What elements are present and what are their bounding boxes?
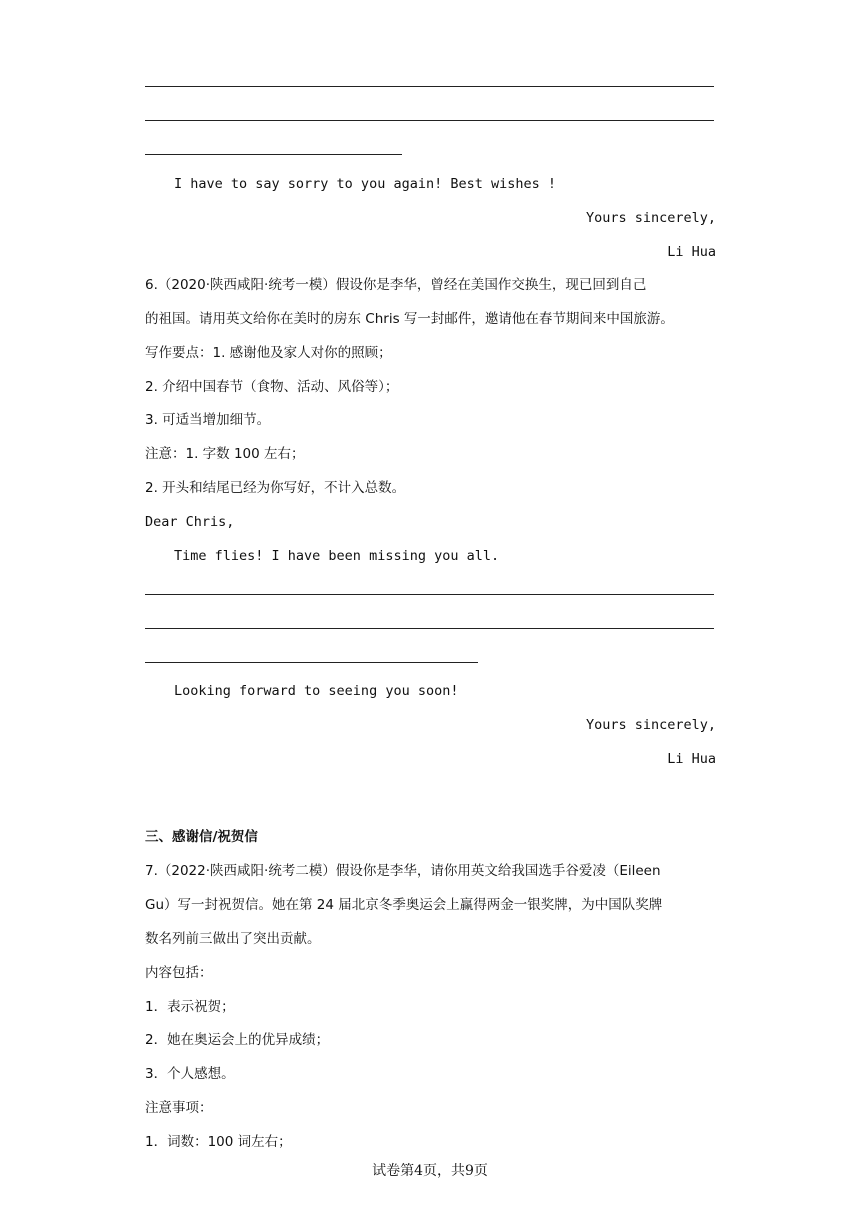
q7-notes-label: 注意事项： <box>145 1100 213 1116</box>
answer-line-short <box>145 662 478 663</box>
q6-opening: Time flies! I have been missing you all. <box>174 548 500 564</box>
q7-content-label: 内容包括： <box>145 965 213 981</box>
answer-line <box>145 628 714 629</box>
q6-requirements-intro: 写作要点：1. 感谢他及家人对你的照顾； <box>145 345 392 361</box>
q7-note-1: 1．词数：100 词左右； <box>145 1134 292 1150</box>
answer-line <box>145 594 714 595</box>
q7-content-item-2: 2．她在奥运会上的优异成绩； <box>145 1032 330 1048</box>
q5-sign-off: Yours sincerely, <box>585 210 716 226</box>
q5-closing-line: I have to say sorry to you again! Best wishes ! <box>174 176 557 192</box>
q6-signature: Li Hua <box>667 751 716 767</box>
q6-note-2: 2. 开头和结尾已经为你写好，不计入总数。 <box>145 480 406 496</box>
q6-closing-line: Looking forward to seeing you soon! <box>174 683 459 699</box>
q5-signature: Li Hua <box>667 244 716 260</box>
answer-line-short <box>145 154 402 155</box>
section-heading: 三、感谢信/祝贺信 <box>145 829 258 845</box>
answer-line <box>145 120 714 121</box>
q6-prompt-line-2: 的祖国。请用英文给你在美时的房东 Chris 写一封邮件，邀请他在春节期间来中国旅游。 <box>145 311 674 327</box>
q7-content-item-3: 3．个人感想。 <box>145 1066 235 1082</box>
q6-requirement-3: 3. 可适当增加细节。 <box>145 412 271 428</box>
q6-requirement-2: 2. 介绍中国春节（食物、活动、风俗等）； <box>145 379 399 395</box>
q6-prompt-line-1: 6.（2020·陕西咸阳·统考一模）假设你是李华，曾经在美国作交换生，现已回到自己 <box>145 277 647 293</box>
answer-line <box>145 86 714 87</box>
q7-prompt-line-2: Gu）写一封祝贺信。她在第 24 届北京冬季奥运会上赢得两金一银奖牌，为中国队奖牌 <box>145 897 663 913</box>
q7-prompt-line-1: 7.（2022·陕西咸阳·统考二模）假设你是李华，请你用英文给我国选手谷爱凌（Eileen <box>145 863 661 879</box>
q6-greeting: Dear Chris, <box>145 514 235 530</box>
page-footer: 试卷第4页，共9页 <box>372 1163 488 1179</box>
q6-sign-off: Yours sincerely, <box>585 717 716 733</box>
q7-prompt-line-3: 数名列前三做出了突出贡献。 <box>145 931 321 947</box>
q7-content-item-1: 1．表示祝贺； <box>145 999 235 1015</box>
q6-note-1: 注意：1. 字数 100 左右； <box>145 446 305 462</box>
